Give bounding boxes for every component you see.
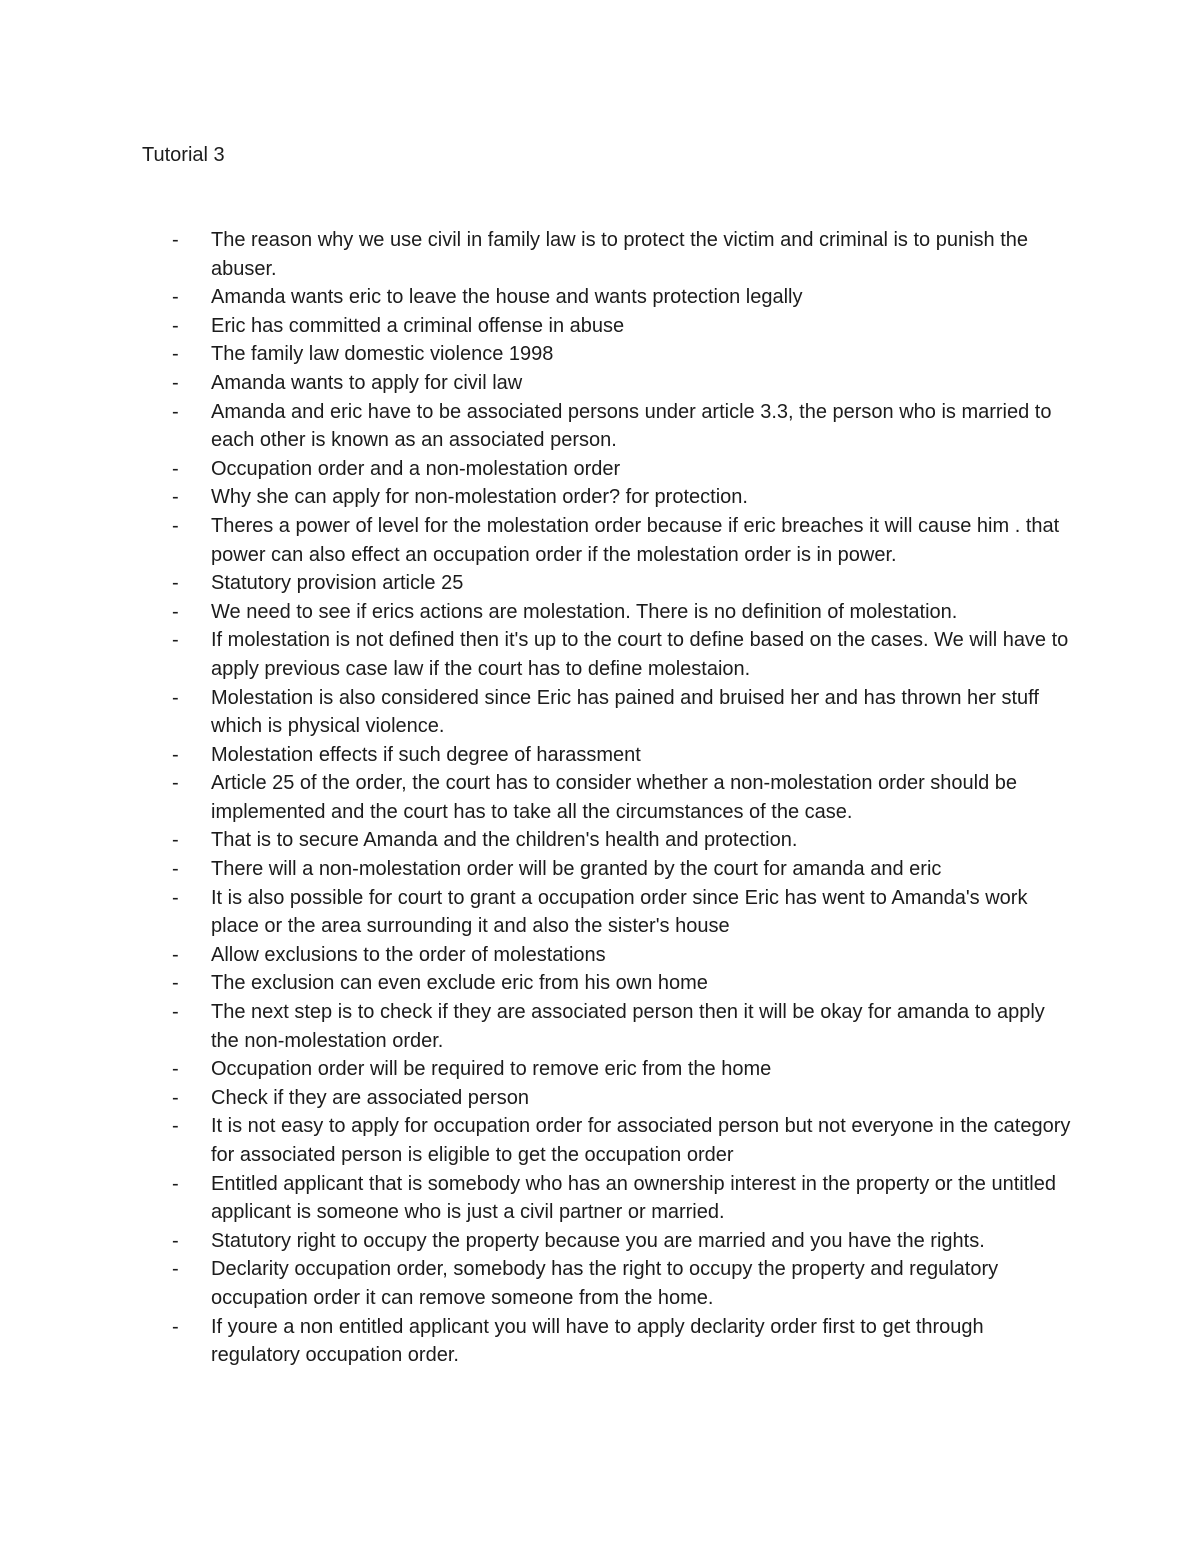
- bullet-dash: -: [172, 572, 179, 595]
- bullet-list: [172, 226, 1072, 1370]
- list-item-text: That is to secure Amanda and the children's health and protection.: [211, 829, 798, 852]
- list-item-text: Theres a power of level for the molestation order because if eric breaches it will cause him . that power can also effect an occupation order if the molestation order is in power.: [211, 514, 1060, 566]
- bullet-dash: -: [172, 600, 179, 623]
- bullet-dash: -: [172, 743, 179, 766]
- bullet-dash: -: [172, 457, 179, 480]
- bullet-dash: -: [172, 886, 179, 909]
- list-item-text: If molestation is not defined then it's up to the court to define based on the cases. We will have to apply previous case law if the court has to define molestaion.: [211, 629, 1069, 680]
- list-item-text: Why she can apply for non-molestation order? for protection.: [211, 486, 748, 509]
- list-item: [172, 483, 1072, 512]
- list-item-text: Article 25 of the order, the court has to consider whether a non-molestation order should be implemented and the court has to take all the circumstances of the case.: [211, 772, 1018, 823]
- bullet-dash: -: [172, 1258, 179, 1281]
- bullet-dash: -: [172, 1315, 179, 1338]
- bullet-dash: -: [172, 829, 179, 852]
- list-item: [172, 1255, 1072, 1312]
- bullet-dash: -: [172, 371, 179, 394]
- list-item: [172, 283, 1072, 312]
- list-item-text: Amanda wants eric to leave the house and wants protection legally: [211, 286, 803, 309]
- list-item-text: Occupation order will be required to remove eric from the home: [211, 1058, 772, 1081]
- list-item: [172, 969, 1072, 998]
- list-item: [172, 769, 1072, 826]
- list-item: [172, 941, 1072, 970]
- list-item: [172, 855, 1072, 884]
- bullet-dash: -: [172, 1001, 179, 1024]
- list-item: [172, 1112, 1072, 1169]
- list-item-text: There will a non-molestation order will be granted by the court for amanda and eric: [211, 858, 942, 881]
- list-item: [172, 1313, 1072, 1370]
- list-item: [172, 1055, 1072, 1084]
- list-item-text: Molestation is also considered since Eric has pained and bruised her and has thrown her stuff which is physical violence.: [211, 686, 1039, 738]
- bullet-dash: -: [172, 514, 179, 537]
- list-item-text: Declarity occupation order, somebody has the right to occupy the property and regulatory occupation order it can remove someone from the home.: [211, 1258, 999, 1309]
- bullet-dash: -: [172, 1172, 179, 1195]
- list-item-text: Amanda wants to apply for civil law: [211, 371, 523, 394]
- bullet-dash: -: [172, 1086, 179, 1109]
- bullet-dash: -: [172, 772, 179, 795]
- list-item-text: Occupation order and a non-molestation order: [211, 457, 621, 480]
- list-item: [172, 569, 1072, 598]
- bullet-dash: -: [172, 1229, 179, 1252]
- bullet-dash: -: [172, 943, 179, 966]
- list-item-text: If youre a non entitled applicant you will have to apply declarity order first to get through regulatory occupation order.: [211, 1315, 984, 1367]
- list-item: [172, 398, 1072, 455]
- list-item: [172, 1170, 1072, 1227]
- list-item-text: Amanda and eric have to be associated persons under article 3.3, the person who is married to each other is known as an associated person.: [211, 400, 1052, 452]
- list-item-text: The exclusion can even exclude eric from his own home: [211, 972, 708, 995]
- list-item-text: Check if they are associated person: [211, 1086, 529, 1109]
- list-item: [172, 826, 1072, 855]
- list-item: [172, 369, 1072, 398]
- bullet-dash: -: [172, 858, 179, 881]
- list-item-text: Molestation effects if such degree of harassment: [211, 743, 641, 766]
- list-item-text: Entitled applicant that is somebody who has an ownership interest in the property or the untitled applicant is someone who is just a civil partner or married.: [211, 1172, 1056, 1224]
- list-item-text: It is not easy to apply for occupation order for associated person but not everyone in the category for associated person is eligible to get the occupation order: [211, 1115, 1071, 1166]
- list-item: [172, 884, 1072, 941]
- list-item-text: Eric has committed a criminal offense in abuse: [211, 314, 625, 337]
- list-item: [172, 998, 1072, 1055]
- bullet-dash: -: [172, 400, 179, 423]
- bullet-dash: -: [172, 686, 179, 709]
- bullet-dash: -: [172, 314, 179, 337]
- bullet-dash: -: [172, 1115, 179, 1138]
- list-item: [172, 512, 1072, 569]
- list-item: [172, 684, 1072, 741]
- bullet-dash: -: [172, 972, 179, 995]
- list-item: [172, 455, 1072, 484]
- bullet-dash: -: [172, 1058, 179, 1081]
- bullet-dash: -: [172, 486, 179, 509]
- list-item: [172, 1084, 1072, 1113]
- list-item-text: Statutory provision article 25: [211, 572, 464, 595]
- list-item-text: The family law domestic violence 1998: [211, 343, 554, 366]
- list-item: [172, 226, 1072, 283]
- list-item-text: Statutory right to occupy the property because you are married and you have the rights.: [211, 1229, 985, 1252]
- list-item-text: It is also possible for court to grant a occupation order since Eric has went to Amanda's work place or the area surrounding it and also the sister's house: [211, 886, 1028, 938]
- list-item: [172, 340, 1072, 369]
- bullet-dash: -: [172, 629, 179, 652]
- list-item: [172, 1227, 1072, 1256]
- list-item-text: The next step is to check if they are associated person then it will be okay for amanda to apply the non-molestation order.: [211, 1001, 1045, 1052]
- list-item: [172, 741, 1072, 770]
- bullet-dash: -: [172, 229, 179, 251]
- list-item-text: The reason why we use civil in family law is to protect the victim and criminal is to punish the abuser.: [211, 229, 1029, 280]
- document-title: Tutorial 3: [142, 144, 225, 166]
- list-item: [172, 626, 1072, 683]
- list-item: [172, 598, 1072, 627]
- list-item-text: Allow exclusions to the order of molestations: [211, 943, 606, 966]
- bullet-dash: -: [172, 286, 179, 309]
- list-item: [172, 312, 1072, 341]
- bullet-dash: -: [172, 343, 179, 366]
- list-item-text: We need to see if erics actions are molestation. There is no definition of molestation.: [211, 600, 958, 623]
